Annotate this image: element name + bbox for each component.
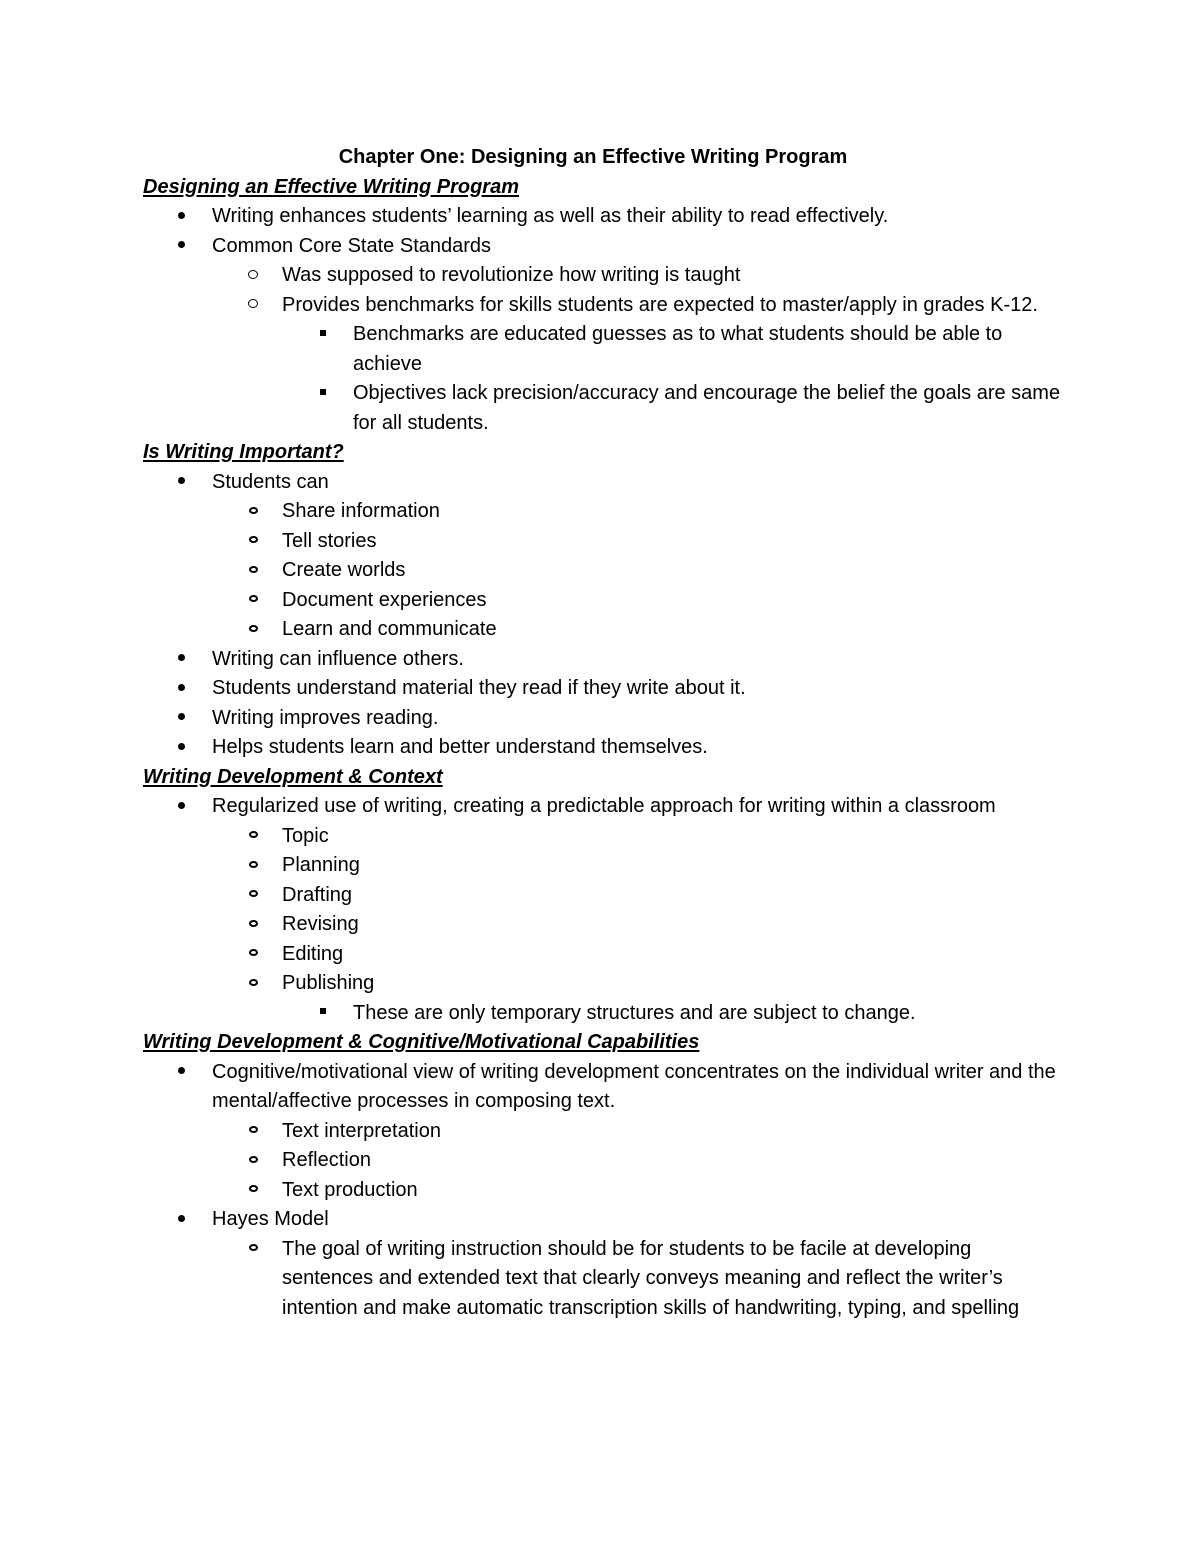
list-item [143, 232, 1063, 262]
list-item-text: Students understand material they read if they write about it. [212, 677, 746, 699]
list-item-text: Text interpretation [282, 1119, 441, 1142]
list-item-text: Topic [282, 824, 329, 847]
section-heading: Writing Development & Cognitive/Motivational Capabilities [143, 1031, 700, 1053]
list-item-text: Document experiences [282, 588, 487, 611]
list-item-text: Students can [212, 470, 329, 493]
list-item-text: Writing enhances students’ learning as well as their ability to read effectively. [212, 205, 889, 227]
list-item-text: The goal of writing instruction should be for students to be facile at developing sentences and extended text that clearly conveys meaning and reflect the writer’s intention and make automatic transcription skills of handwriting, typing, and spelling [282, 1237, 1020, 1319]
bullet-icon [174, 733, 188, 763]
bullet-icon [174, 704, 188, 734]
list-item [143, 261, 1063, 291]
list-item [143, 792, 1063, 822]
list-item [143, 1117, 1063, 1147]
list-item-text: Was supposed to revolutionize how writing is taught [282, 264, 741, 286]
list-item-text: Writing improves reading. [212, 706, 439, 729]
bullet-icon [174, 1205, 188, 1235]
list-item [143, 202, 1063, 232]
list-item-text: Publishing [282, 972, 375, 994]
list-item [143, 910, 1063, 940]
list-item-text: Create worlds [282, 559, 406, 581]
list-item [143, 940, 1063, 970]
list-item [143, 379, 1063, 438]
list-item [143, 645, 1063, 675]
section-heading: Is Writing Important? [143, 441, 344, 463]
bullet-icon [174, 232, 188, 262]
circle-bullet-icon [246, 527, 260, 557]
circle-bullet-icon [246, 969, 260, 999]
list-item [143, 586, 1063, 616]
list-item-text: Regularized use of writing, creating a predictable approach for writing within a classroom [212, 795, 996, 817]
list-item [143, 822, 1063, 852]
list-item-text: Editing [282, 942, 344, 965]
list-item [143, 615, 1063, 645]
section-heading: Designing an Effective Writing Program [143, 175, 519, 198]
circle-bullet-icon [246, 261, 260, 291]
bullet-icon [174, 792, 188, 822]
list-item-text: Benchmarks are educated guesses as to what students should be able to achieve [353, 323, 1003, 375]
list-item-text: Learn and communicate [282, 618, 497, 640]
circle-bullet-icon [246, 586, 260, 616]
list-item-text: Reflection [282, 1149, 371, 1171]
list-item [143, 1176, 1063, 1206]
circle-bullet-icon [246, 851, 260, 881]
circle-bullet-icon [246, 1176, 260, 1206]
list-item-text: Writing can influence others. [212, 647, 464, 670]
circle-bullet-icon [246, 910, 260, 940]
bullet-icon [174, 468, 188, 498]
bullet-icon [174, 674, 188, 704]
circle-bullet-icon [246, 615, 260, 645]
list-item-text: Share information [282, 500, 440, 522]
bullet-icon [174, 1058, 188, 1088]
list-item-text: Text production [282, 1178, 418, 1201]
document-body [143, 143, 1063, 1323]
list-item [143, 969, 1063, 999]
list-item-text: Drafting [282, 883, 353, 906]
section-heading: Writing Development & Context [143, 765, 443, 788]
list-item [143, 704, 1063, 734]
page-title: Chapter One: Designing an Effective Writing Program [338, 146, 848, 168]
list-item [143, 999, 1063, 1029]
list-item [143, 674, 1063, 704]
list-item-text: Provides benchmarks for skills students are expected to master/apply in grades K-12. [282, 293, 1038, 316]
circle-bullet-icon [246, 881, 260, 911]
list-item-text: Hayes Model [212, 1208, 329, 1230]
list-item [143, 468, 1063, 498]
list-item-text: Cognitive/motivational view of writing development concentrates on the individual writer and the mental/affective processes in composing text. [212, 1060, 1056, 1112]
square-bullet-icon [316, 999, 330, 1029]
list-item [143, 1235, 1063, 1324]
list-item [143, 1146, 1063, 1176]
square-bullet-icon [316, 320, 330, 350]
list-item [143, 1205, 1063, 1235]
list-item [143, 320, 1063, 379]
list-item-text: Planning [282, 854, 360, 876]
list-item-text: Objectives lack precision/accuracy and encourage the belief the goals are same for all students. [353, 382, 1061, 434]
circle-bullet-icon [246, 822, 260, 852]
list-item [143, 556, 1063, 586]
list-item [143, 527, 1063, 557]
circle-bullet-icon [246, 497, 260, 527]
circle-bullet-icon [246, 1235, 260, 1265]
list-item [143, 291, 1063, 321]
list-item-text: Tell stories [282, 529, 377, 552]
list-item-text: Revising [282, 913, 359, 935]
list-item [143, 881, 1063, 911]
list-item [143, 497, 1063, 527]
circle-bullet-icon [246, 1117, 260, 1147]
list-item [143, 733, 1063, 763]
circle-bullet-icon [246, 291, 260, 321]
circle-bullet-icon [246, 1146, 260, 1176]
bullet-icon [174, 645, 188, 675]
list-item-text: Common Core State Standards [212, 234, 492, 257]
list-item-text: Helps students learn and better understand themselves. [212, 736, 708, 758]
square-bullet-icon [316, 379, 330, 409]
circle-bullet-icon [246, 556, 260, 586]
circle-bullet-icon [246, 940, 260, 970]
bullet-icon [174, 202, 188, 232]
list-item-text: These are only temporary structures and are subject to change. [353, 1001, 916, 1024]
list-item [143, 851, 1063, 881]
list-item [143, 1058, 1063, 1117]
